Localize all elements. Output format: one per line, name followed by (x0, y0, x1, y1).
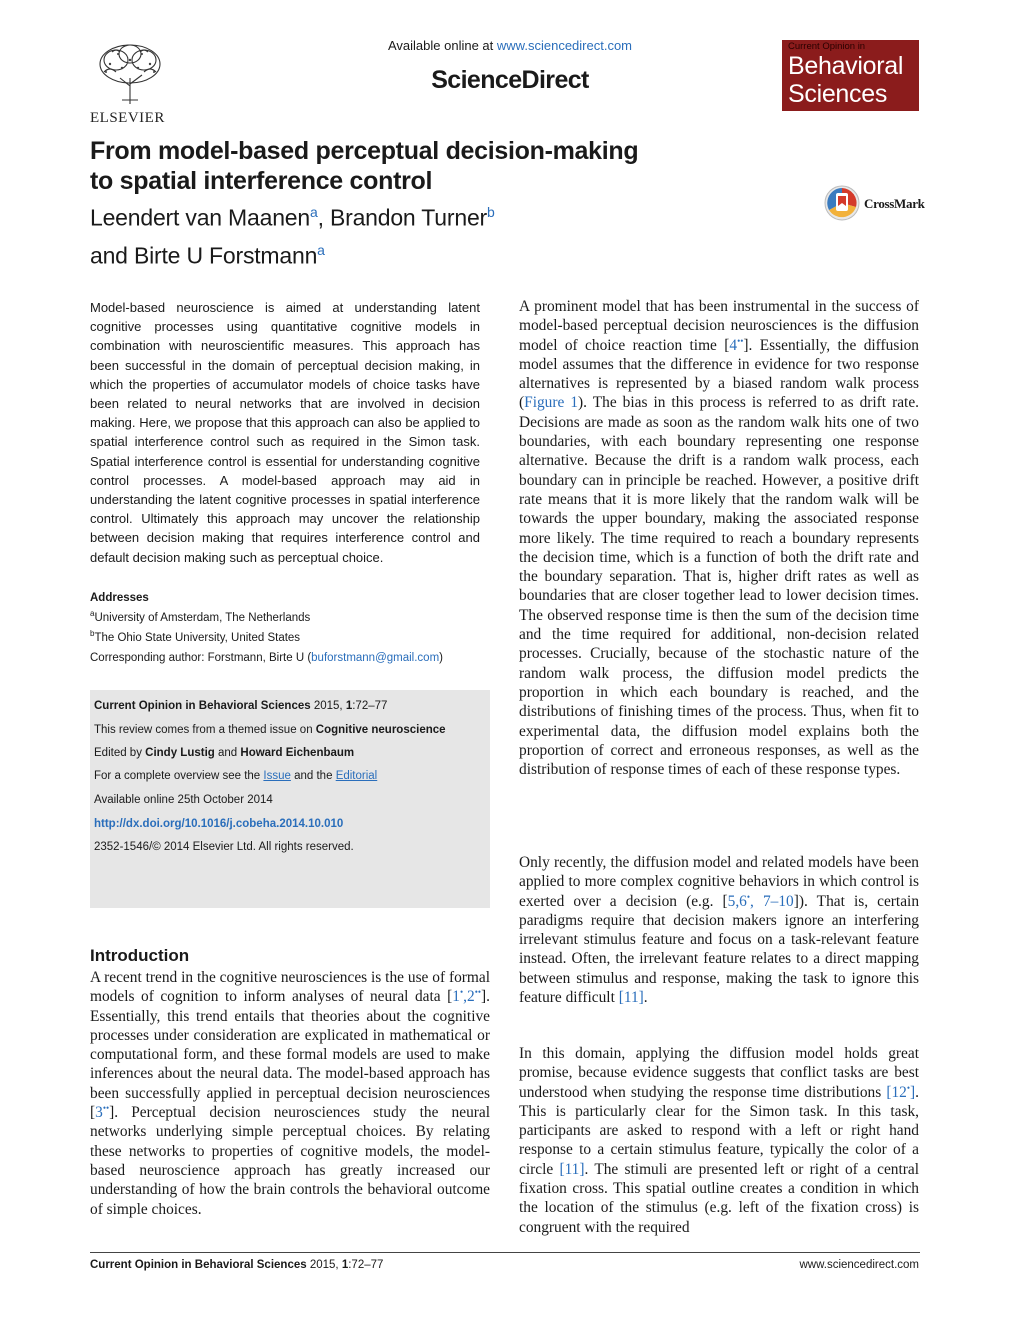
sciencedirect-logo: ScienceDirect (431, 66, 589, 94)
info-editor: Cindy Lustig (145, 747, 215, 759)
footer-url[interactable]: www.sciencedirect.com (799, 1259, 919, 1271)
text-run: In this domain, applying the diffusion model holds great promise, because evidence suggests that conflict tasks are best understood when studying the response time distributions (519, 1045, 919, 1101)
ref-marker: • (459, 987, 464, 998)
title-line-1: From model-based perceptual decision-making (90, 137, 639, 165)
text-run: A prominent model that has been instrumental in the success of model-based perceptual decision neurosciences is the diffusion model of choice reaction time [ (519, 298, 919, 354)
info-available: Available online 25th October 2014 (94, 794, 273, 806)
ref-marker: •• (737, 335, 744, 346)
info-theme-prefix: This review comes from a themed issue on (94, 724, 313, 736)
author-affiliation[interactable]: a (317, 241, 325, 258)
crossmark-badge[interactable] (823, 184, 973, 224)
author-list (90, 196, 690, 271)
body-paragraph (519, 1044, 919, 1237)
info-volume: 1 (345, 700, 353, 712)
info-journal: Current Opinion in Behavioral Sciences (94, 700, 311, 712)
text-run: Only recently, the diffusion model and related models have been applied to more complex cognitive behaviors in which control is exerted over a decision (e.g. [ (519, 854, 919, 910)
footer-divider (90, 1252, 920, 1253)
text-run: . This is particularly clear for the Simon task. In this task, participants are asked to respond with a left or right hand response to a certain stimulus feature, typically the color of a circle (519, 1083, 919, 1178)
ref-marker: •• (102, 1102, 110, 1113)
citation-link[interactable]: [11] (559, 1160, 585, 1178)
info-theme (94, 724, 446, 736)
citation-link[interactable] (95, 1104, 109, 1121)
ref-number: 3 (95, 1104, 103, 1122)
footer-pages: :72–77 (348, 1259, 384, 1271)
cover-top-text: Current Opinion in (788, 41, 866, 52)
doi-link[interactable]: http://dx.doi.org/10.1016/j.cobeha.2014.10.010 (94, 818, 344, 830)
info-and: and (218, 747, 238, 759)
ref-marker: •• (474, 987, 482, 998)
ref-marker: • (746, 891, 751, 902)
sciencedirect-url[interactable]: www.sciencedirect.com (496, 38, 633, 53)
address-text: The Ohio State University, United States (94, 631, 301, 644)
introduction-paragraph (90, 968, 490, 1219)
introduction-heading: Introduction (90, 946, 190, 965)
text-run: ]. Perceptual decision neurosciences study the neural networks underlying simple perceptual choices. By relating these networks to properties of cognitive models, the model-based neuroscience approach has greatly increased our understanding of how the brain controls the behavioral outcome of simple choices. (90, 1104, 490, 1218)
citation-link[interactable] (729, 337, 743, 354)
citation-link[interactable]: [11] (618, 989, 644, 1007)
info-overview (94, 770, 377, 782)
corresponding-close: ) (439, 652, 443, 664)
address-item (90, 606, 480, 626)
editorial-link[interactable]: Editorial (335, 770, 378, 782)
author-name: Brandon Turner (329, 204, 487, 231)
text-run: . The stimuli are presented left or right of a central fixation cross. This spatial outline creates a condition in which the location of the stimulus (e.g. left of the fixation cross) is congruent with the required (519, 1160, 919, 1236)
footer-journal: Current Opinion in Behavioral Sciences (90, 1259, 307, 1271)
article-info-box (90, 690, 490, 908)
cover-line2: Sciences (788, 80, 888, 108)
crossmark-label: CrossMark (864, 196, 925, 211)
body-paragraph (519, 853, 919, 1007)
address-key: b (90, 628, 95, 638)
author-affiliation[interactable]: a (309, 204, 318, 220)
corresponding-label: Corresponding author: Forstmann, Birte U ( (90, 652, 312, 664)
text-run: . (643, 989, 648, 1007)
info-editor: Howard Eichenbaum (240, 747, 355, 759)
address-text: University of Amsterdam, The Netherlands (94, 611, 311, 624)
ref-number: [12 (886, 1083, 907, 1101)
available-prefix: Available online at (387, 38, 494, 53)
authors-line-1 (90, 196, 690, 234)
info-edited-prefix: Edited by (94, 747, 142, 759)
text-run: A recent trend in the cognitive neurosciences is the use of formal models of cognition to inform analyses of neural data [ (90, 969, 490, 1006)
footer-citation (90, 1259, 383, 1271)
crossmark-icon (823, 184, 861, 222)
ref-number: 2 (467, 988, 475, 1006)
author-affiliation[interactable]: b (487, 204, 495, 220)
abstract: Model-based neuroscience is aimed at understanding latent cognitive processes using quantitative cognitive models in combination with neuroscientific measures. This approach has been successful in the domain of perceptual decision making, in which the properties of accumulator models of choice tasks have been related to neural networks that are involved in decision making. Here, we propose that this approach can also be applied to spatial interference control such as required in the Simon task. Spatial interference control is essential for understanding cognitive control processes. A model-based approach may aid in understanding the latent cognitive processes in spatial interference control. Ultimately this approach may uncover the relationship between decision making that requires interference control and default decision making such as perceptual choice. (90, 300, 480, 565)
info-citation (94, 700, 387, 712)
elsevier-wordmark: ELSEVIER (90, 110, 165, 126)
info-pages: :72–77 (352, 700, 388, 712)
author-name: and Birte U Forstmann (90, 242, 318, 269)
ref-number: , 7–10 (750, 892, 794, 910)
citation-link[interactable] (886, 1084, 915, 1101)
info-overview-prefix: For a complete overview see the (94, 770, 261, 782)
info-overview-mid: and the (294, 770, 333, 782)
issue-link[interactable]: Issue (263, 770, 291, 782)
figure-link[interactable]: Figure 1 (524, 394, 579, 412)
text-run: ]. Essentially, this trend entails that theories about the cognitive processes under consideration are explicated in mathematical or computational form, and these formal models are used to make inferences about the neural data. The model-based approach has been successfully applied in perceptual decision neurosciences [ (90, 988, 490, 1122)
cover-line1: Behavioral (788, 52, 904, 80)
ref-number: ] (910, 1083, 916, 1101)
address-item (90, 626, 480, 646)
footer-year: 2015, (309, 1259, 339, 1271)
journal-cover-badge (782, 40, 919, 111)
text-run: ). The bias in this process is referred to as drift rate. Decisions are made as soon as the random walk hits one of two boundaries, with each boundary representing one response alternative. Because the drift is a random walk process, each boundary can in principle be reached. However, a positive drift rate means that it is more likely that the random walk will be towards the upper boundary, making the associated response more likely. The time required to reach a boundary represents the decision time, which is a function of both the drift rate and the boundary separation. That is, higher drift rates as well as boundaries that are closer together lead to lower decision times. The observed response time is then the sum of the decision time and the time required for additional, non-decision related processes. Crucially, because of the stochastic nature of the random walk process, the diffusion model predicts the proportion in which each boundary is reached, and the distributions of finishing times of the process. Thus, when fit to experimental data, the diffusion model explains both the proportion of correct and erroneous responses, as well as the distribution of response times of each of these response types. (519, 394, 919, 779)
title-line-2: to spatial interference control (90, 167, 433, 195)
corresponding-email-link[interactable]: buforstmann@gmail.com (311, 652, 440, 664)
info-copyright: 2352-1546/© 2014 Elsevier Ltd. All rights reserved. (94, 841, 354, 853)
info-editors (94, 747, 354, 759)
body-paragraph (519, 297, 919, 779)
authors-line-2 (90, 234, 690, 272)
info-theme-name: Cognitive neuroscience (315, 724, 446, 736)
addresses-heading: Addresses (90, 592, 149, 604)
ref-marker: • (906, 1082, 910, 1093)
corresponding-author (90, 652, 480, 664)
ref-number: 4 (729, 336, 738, 354)
info-year: 2015, (313, 700, 343, 712)
addresses (90, 590, 480, 646)
author-separator: , (317, 204, 330, 231)
author-name: Leendert van Maanen (90, 204, 310, 231)
text-run: ]. Essentially, the diffusion model assumes that the difference in evidence for two response alternatives is represented by a biased random walk process ( (519, 336, 919, 412)
article-title (90, 136, 730, 196)
footer-volume: 1 (341, 1259, 349, 1271)
citation-link[interactable]: 1•,2•• (452, 987, 482, 1006)
ref-number: 1 (452, 988, 460, 1006)
address-key: a (90, 609, 95, 618)
citation-link[interactable] (728, 893, 794, 910)
text-run: ]). That is, certain paradigms require that decision makers ignore an interfering irrelevant stimulus feature and focus on a task-relevant feature instead. Often, the irrelevant feature relates to a direct mapping between stimulus and response, making the task to ignore this feature difficult (519, 892, 920, 1007)
ref-number: 5,6 (727, 892, 747, 910)
